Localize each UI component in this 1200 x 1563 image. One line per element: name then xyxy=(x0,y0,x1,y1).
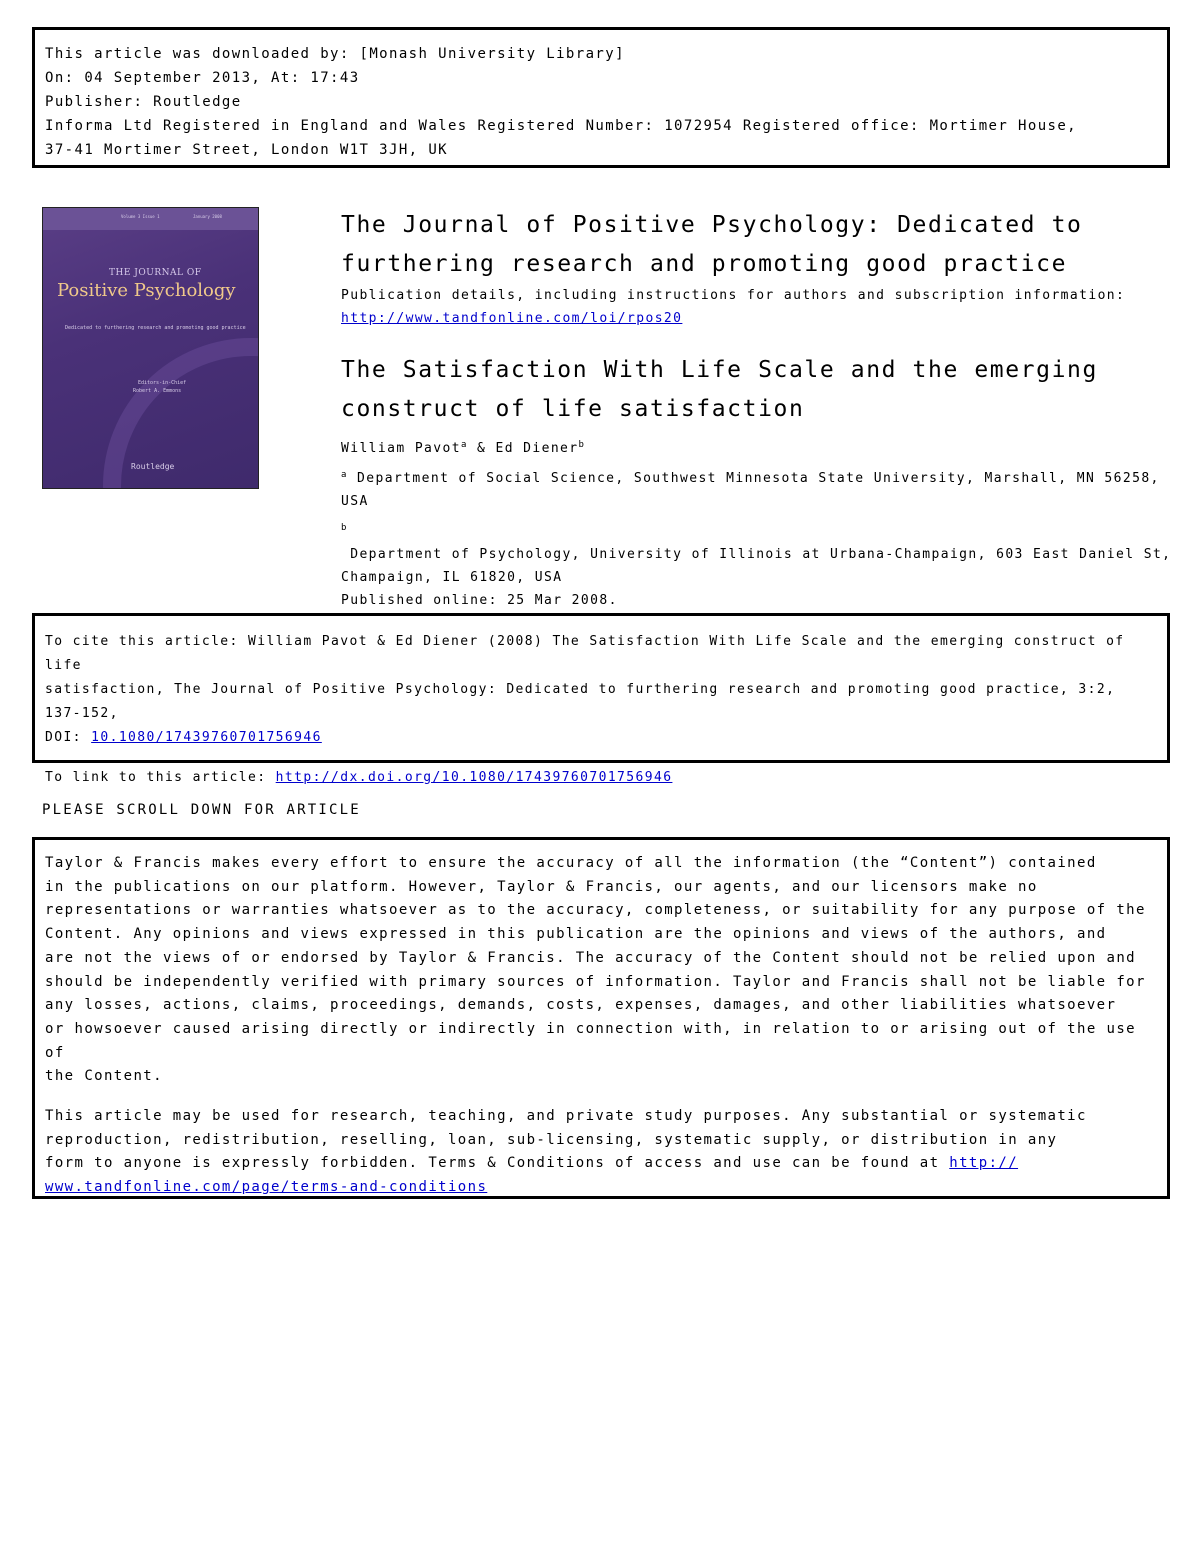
downloaded-by-text: This article was downloaded by: [Monash University Library] xyxy=(45,46,625,62)
disclaimer-box xyxy=(32,837,1170,1199)
disclaimer-p1-line: representations or warranties whatsoever as to the accuracy, completeness, or suitability for any purpose of the xyxy=(45,902,1146,919)
author-separator: & xyxy=(467,441,496,456)
disclaimer-p1-line: in the publications on our platform. However, Taylor & Francis, our agents, and our licensors make no xyxy=(45,878,1038,895)
journal-cover-image xyxy=(42,207,259,489)
affiliation-b-line-2: Champaign, IL 61820, USA xyxy=(341,570,563,585)
cover-title: Positive Psychology xyxy=(57,280,236,301)
registered-office-line-1: Informa Ltd Registered in England and Wales Registered Number: 1072954 Registered office: Mortimer House, xyxy=(45,118,1078,134)
cover-date-text: January 2008 xyxy=(193,214,222,219)
author-2: Ed Diener xyxy=(495,441,579,456)
disclaimer-p1-line: Content. Any opinions and views expressed in this publication are the opinions and views of the authors, and xyxy=(45,926,1107,943)
disclaimer-p1-line: are not the views of or endorsed by Taylor & Francis. The accuracy of the Content should not be relied upon and xyxy=(45,949,1136,966)
journal-title-line-1: The Journal of Positive Psychology: Dedicated to xyxy=(341,212,1083,238)
cover-tagline: Dedicated to furthering research and promoting good practice xyxy=(65,325,246,331)
affiliation-b xyxy=(341,520,1172,589)
disclaimer-paragraph-1 xyxy=(45,852,1157,1089)
authors xyxy=(341,437,1161,460)
journal-url-link[interactable]: http://www.tandfonline.com/loi/rpos20 xyxy=(341,311,683,326)
disclaimer-p1-line: or howsoever caused arising directly or indirectly in connection with, in relation to or arising out of the use of xyxy=(45,1020,1136,1061)
affiliation-a-line-1: Department of Social Science, Southwest Minnesota State University, Marshall, MN 56258, xyxy=(347,471,1160,486)
cover-swirl-decoration xyxy=(103,338,259,489)
disclaimer-p1-line: should be independently verified with primary sources of information. Taylor and Francis shall not be liable for xyxy=(45,973,1146,990)
disclaimer-p1-line: any losses, actions, claims, proceedings, demands, costs, expenses, damages, and other liabilities whatsoever xyxy=(45,997,1117,1014)
citation-line-2: satisfaction, The Journal of Positive Psychology: Dedicated to furthering research and promoting good practice, 3:2, 137-152, xyxy=(45,682,1116,721)
journal-title-line-2: furthering research and promoting good practice xyxy=(341,251,1068,277)
terms-link-part-1[interactable]: http:// xyxy=(949,1155,1019,1172)
author-2-sup: b xyxy=(578,440,586,450)
cover-editor-label: Editors-in-Chief xyxy=(138,380,187,386)
cover-title-prefix: THE JOURNAL OF xyxy=(109,268,202,278)
disclaimer-terms-row xyxy=(45,1176,1157,1200)
article-link-label: To link to this article: xyxy=(45,770,276,785)
publication-details: Publication details, including instructions for authors and subscription information: xyxy=(341,288,1126,303)
article-link[interactable]: http://dx.doi.org/10.1080/17439760701756946 xyxy=(275,770,673,785)
affiliation-a-sup: a xyxy=(341,470,348,480)
journal-info xyxy=(341,206,1172,612)
affiliation-b-line-1: Department of Psychology, University of Illinois at Urbana-Champaign, 603 East Daniel St, xyxy=(341,547,1172,562)
author-1-sup: a xyxy=(460,440,468,450)
cover-top-band xyxy=(43,208,258,230)
doi-label: DOI: xyxy=(45,730,92,745)
author-1: William Pavot xyxy=(341,441,461,456)
citation-doi xyxy=(45,726,1157,750)
disclaimer-p2-line: This article may be used for research, teaching, and private study purposes. Any substantial or systematic xyxy=(45,1108,1087,1125)
article-title-line-1: The Satisfaction With Life Scale and the emerging xyxy=(341,357,1098,383)
terms-link-part-2[interactable]: www.tandfonline.com/page/terms-and-conditions xyxy=(45,1179,488,1196)
disclaimer-p2-line: form to anyone is expressly forbidden. Terms & Conditions of access and use can be found at http:// xyxy=(45,1155,1019,1172)
registered-office-line-2: 37-41 Mortimer Street, London W1T 3JH, UK xyxy=(45,142,448,158)
affiliation-b-sup: b xyxy=(341,523,348,533)
published-online: Published online: 25 Mar 2008. xyxy=(341,593,618,608)
download-date-text: On: 04 September 2013, At: 17:43 xyxy=(45,70,360,86)
disclaimer-p2-line: reproduction, redistribution, reselling, loan, sub-licensing, systematic supply, or distribution in any xyxy=(45,1131,1058,1148)
citation-box xyxy=(32,613,1170,785)
doi-link[interactable]: 10.1080/17439760701756946 xyxy=(91,730,322,745)
article-link-row xyxy=(45,766,1157,790)
cover-editor-name: Robert A. Emmons xyxy=(133,388,182,394)
routledge-logo: Routledge xyxy=(131,462,175,471)
affiliation-a-line-2: USA xyxy=(341,494,369,509)
scroll-down-notice: PLEASE SCROLL DOWN FOR ARTICLE xyxy=(42,802,361,818)
download-info-box xyxy=(32,27,1170,168)
publisher-text: Publisher: Routledge xyxy=(45,94,242,110)
citation-line-1: To cite this article: William Pavot & Ed Diener (2008) The Satisfaction With Life Scale and the emerging construct of life xyxy=(45,634,1125,673)
cover-volume-text: Volume 3 Issue 1 xyxy=(121,214,160,219)
article-title-line-2: construct of life satisfaction xyxy=(341,396,805,422)
disclaimer-p1-line: the Content. xyxy=(45,1068,163,1085)
disclaimer-paragraph-2 xyxy=(45,1105,1157,1200)
disclaimer-p1-line: Taylor & Francis makes every effort to ensure the accuracy of all the information (the “Content”) contained xyxy=(45,855,1097,871)
affiliation-a xyxy=(341,467,1161,513)
